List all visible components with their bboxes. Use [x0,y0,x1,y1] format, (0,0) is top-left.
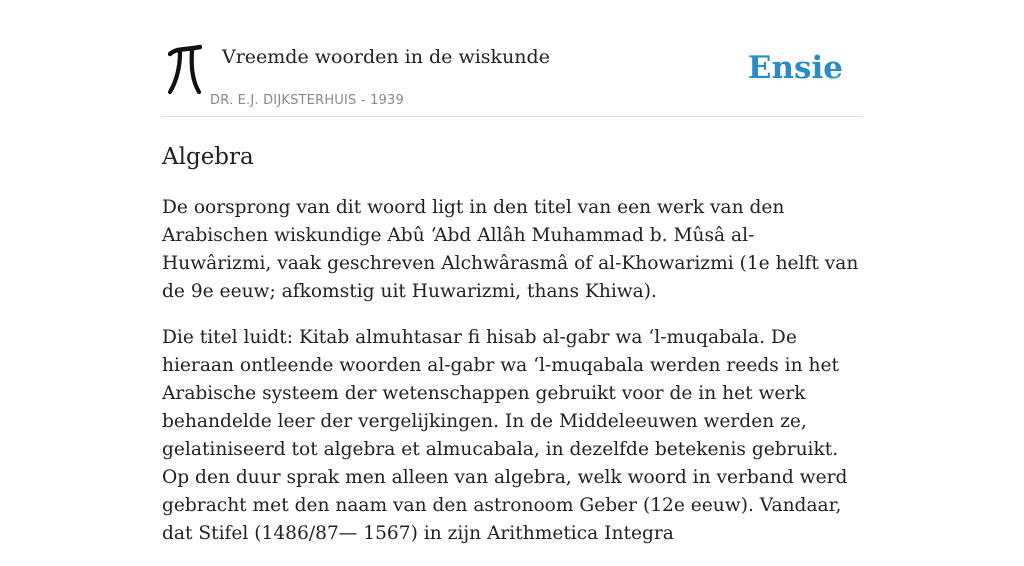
article-title: Algebra [162,144,254,170]
article-paragraph: Die titel luidt: Kitab almuhtasar fi hisab al-gabr wa ‘l-muqabala. De hieraan ontleende woorden al-gabr wa ‘l-muqabala werden reeds in het Arabische systeem der wetenschappen gebruikt voor de in het werk behandelde leer der vergelijkingen. In de Middeleeuwen werden ze, gelatiniseerd tot algebra et almucabala, in dezelfde betekenis gebruikt. Op den duur sprak men alleen van algebra, welk woord in verband werd gebracht met den naam van den astronoom Geber (12e eeuw). Vandaar, dat Stifel (1486/87— 1567) in zijn Arithmetica Integra [162,327,848,544]
article-body [162,194,862,548]
book-author-year: DR. E.J. DIJKSTERHUIS - 1939 [210,93,404,108]
page-container [162,0,862,566]
book-header [162,0,862,117]
ensie-logo[interactable]: Ensie [747,50,843,86]
article-paragraph: De oorsprong van dit woord ligt in den titel van een werk van den Arabischen wiskundige Abû ‘Abd Allâh Muhammad b. Mûsâ al-Huwârizmi, vaak geschreven Alchwârasmâ of al-Khowarizmi (1e helft van de 9e eeuw; afkomstig uit Huwarizmi, thans Khiwa). [162,197,859,302]
pi-symbol-icon[interactable] [168,44,202,96]
book-title[interactable]: Vreemde woorden in de wiskunde [222,46,550,68]
